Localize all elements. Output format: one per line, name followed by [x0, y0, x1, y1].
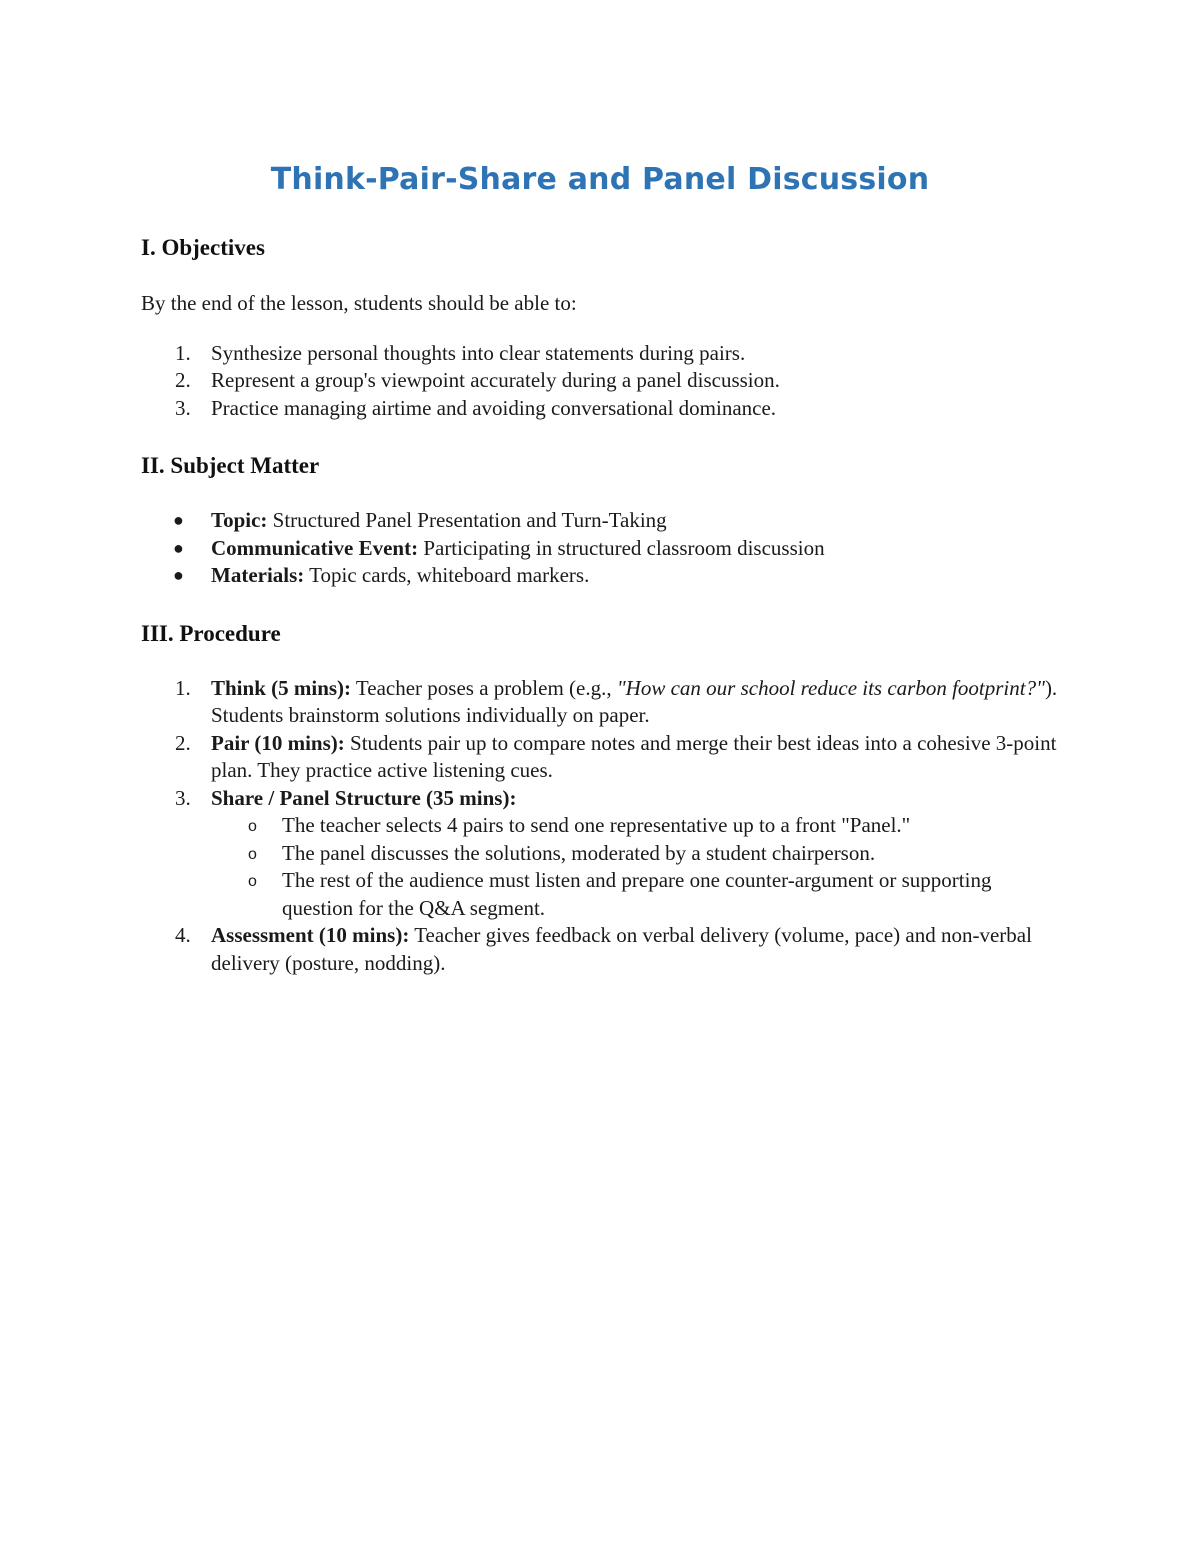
item-label: Materials:: [211, 563, 305, 587]
list-number: 4.: [175, 923, 191, 947]
objectives-list: [141, 340, 1061, 423]
procedure-step-pair: [141, 730, 1061, 785]
subject-matter-list: [141, 507, 1061, 590]
step-label: Assessment (10 mins):: [211, 923, 410, 947]
procedure-list: [141, 675, 1061, 978]
subject-matter-heading: II. Subject Matter: [141, 453, 320, 478]
circle-bullet-icon: o: [248, 818, 257, 835]
item-text: Participating in structured classroom discussion: [418, 535, 825, 560]
list-item-text: Represent a group's viewpoint accurately during a panel discussion.: [211, 368, 780, 392]
list-item: [141, 562, 1061, 590]
share-sublist: [211, 812, 1061, 922]
procedure-section: [141, 618, 1061, 978]
sub-list-item: [211, 812, 1061, 840]
list-number: 1.: [175, 675, 191, 700]
sub-item-text: The rest of the audience must listen and prepare one counter-argument or supporting question for the Q&A segment.: [282, 868, 992, 920]
objectives-section: [141, 232, 1061, 422]
sub-list-item: [211, 867, 1061, 922]
document-title: Think-Pair-Share and Panel Discussion: [270, 162, 930, 197]
procedure-step-think: [141, 675, 1061, 730]
step-label: Think (5 mins):: [211, 675, 352, 700]
list-number: 2.: [175, 730, 191, 755]
list-item: [141, 367, 1061, 395]
list-number: 3.: [175, 395, 191, 420]
circle-bullet-icon: o: [248, 845, 257, 863]
subject-matter-section: [141, 450, 1061, 590]
procedure-step-share: [141, 785, 1061, 923]
list-item: [141, 340, 1061, 368]
objectives-heading: I. Objectives: [141, 235, 265, 260]
step-text: Students pair up to compare notes and merge their best ideas into a cohesive 3-point plan. They practice active listening cues.: [211, 730, 1057, 782]
list-item: [141, 535, 1061, 563]
item-text: Structured Panel Presentation and Turn-Taking: [267, 508, 667, 532]
bullet-icon: ●: [173, 510, 184, 530]
item-label: Communicative Event:: [211, 535, 419, 560]
item-label: Topic:: [211, 508, 268, 532]
list-item-text: Practice managing airtime and avoiding conversational dominance.: [211, 395, 777, 420]
step-text: Teacher gives feedback on verbal delivery (volume, pace) and non-verbal delivery (posture, nodding).: [211, 923, 1032, 975]
list-number: 3.: [175, 785, 191, 810]
procedure-step-assessment: [141, 922, 1061, 977]
document-body: [141, 232, 1061, 977]
list-item: [141, 395, 1061, 423]
sub-item-text: The panel discusses the solutions, moderated by a student chairperson.: [282, 840, 876, 865]
list-item: [141, 507, 1061, 535]
step-text: Teacher poses a problem (e.g.,: [351, 675, 617, 700]
sub-list-item: [211, 840, 1061, 868]
objectives-intro: By the end of the lesson, students should be able to:: [141, 291, 577, 315]
step-label: Share / Panel Structure (35 mins):: [211, 785, 517, 810]
bullet-icon: ●: [173, 537, 184, 558]
sub-item-text: The teacher selects 4 pairs to send one representative up to a front "Panel.": [282, 813, 911, 837]
item-text: Topic cards, whiteboard markers.: [304, 563, 590, 587]
circle-bullet-icon: o: [248, 873, 257, 890]
step-quote: "How can our school reduce its carbon footprint?": [616, 675, 1045, 700]
list-number: 1.: [175, 340, 191, 365]
step-label: Pair (10 mins):: [211, 730, 345, 755]
list-number: 2.: [175, 368, 191, 392]
step-text: ). Students brainstorm solutions individually on paper.: [211, 675, 1058, 727]
bullet-icon: ●: [173, 565, 184, 585]
list-item-text: Synthesize personal thoughts into clear statements during pairs.: [211, 340, 746, 365]
procedure-heading: III. Procedure: [141, 620, 281, 646]
